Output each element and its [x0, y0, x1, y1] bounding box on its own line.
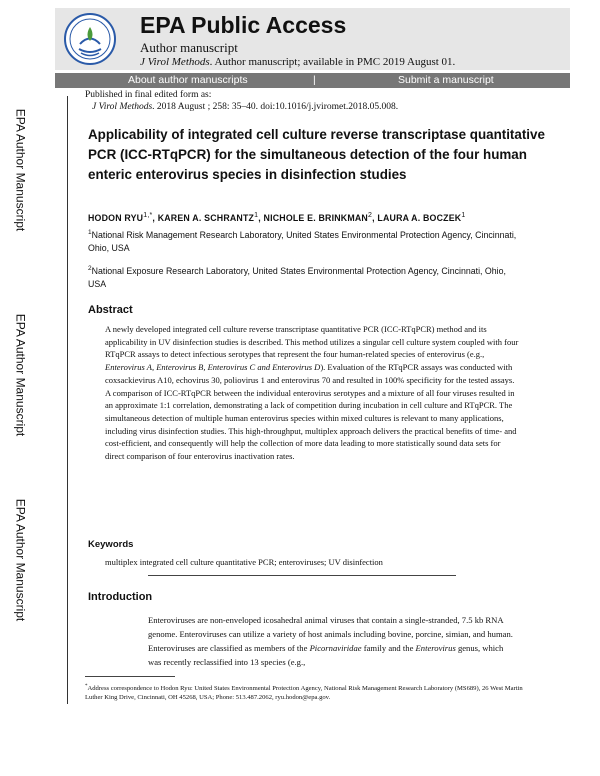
abstract-text: A newly developed integrated cell culture reverse transcriptase quantitative PCR (ICC-RTqPCR) method and its applicability in UV disinfection studies is described. This method utilizes a singular cell culture system coupled with four RTqPCR assays to detect infectious serotypes that represent the four human-related species of enterovirus (e.g.,	[105, 324, 519, 360]
side-label-bottom	[0, 490, 40, 630]
affiliation-sup: 1	[88, 229, 92, 236]
introduction-body	[148, 613, 518, 669]
introduction-heading: Introduction	[88, 591, 153, 603]
header-banner	[55, 8, 570, 70]
submit-manuscript-link[interactable]: Submit a manuscript	[398, 74, 494, 86]
published-journal: J Virol Methods	[92, 102, 153, 112]
published-citation-text: . 2018 August ; 258: 35–40. doi:10.1016/j.jviromet.2018.05.008.	[152, 102, 399, 112]
intro-genus: Enterovirus	[415, 643, 456, 653]
published-citation	[92, 102, 398, 112]
nav-bar	[55, 73, 570, 88]
author-sup: 2	[368, 212, 373, 219]
intro-text: Enteroviruses are non-enveloped icosahedral animal viruses that contain a single-stranded, 7.5 kb RNA genome. Enteroviruses can utilize a variety of host animals including bovine, porcine, simian, and human. Enteroviruses are classified as members of the	[148, 615, 513, 653]
author-name: KAREN A. SCHRANTZ	[157, 212, 255, 223]
nav-separator: |	[313, 74, 316, 86]
affiliation	[88, 262, 518, 291]
affiliation	[88, 226, 518, 255]
access-title: EPA Public Access	[140, 12, 347, 38]
abstract-text-cont: ). Evaluation of the RTqPCR assays was conducted with coxsackievirus A10, echovirus 30, poliovirus 1 and enterovirus 70 and resulted in 100% specificity for the tested assays. A comparison of ICC-RTqPCR between the individual enterovirus serotypes and a mixture of all four viruses resulted in an approximate 1:1 correlation, demonstrating a lack of competition during incubation in cell culture and RTqPCR. The simultaneous detection of multiple human enterovirus species within mixed cultures is relevant to many applications, including virus disinfection studies. This high-throughput, multiplex approach delivers the practical benefits of time- and cost-efficient, and consequently will help the collection of more data leading to more statistically sound data sets for direct comparison of four enterovirus inactivation rates.	[105, 362, 517, 462]
author-sup: 1	[254, 212, 259, 219]
header-citation-text: . Author manuscript; available in PMC 2019 August 01.	[209, 56, 456, 68]
intro-text-3: genus, which was recently reclassified into 13 species (e.g.,	[148, 643, 504, 667]
published-label: Published in final edited form as:	[85, 90, 212, 100]
affiliation-sup: 2	[88, 265, 92, 272]
footnote-sup: *	[85, 684, 88, 689]
intro-text-2: family and the	[361, 643, 416, 653]
footnote	[85, 682, 530, 702]
margin-rule	[67, 96, 68, 704]
intro-family: Picornaviridae	[309, 643, 362, 653]
affiliation-text: National Risk Management Research Laboratory, United States Environmental Protection Agency, Cincinnati, Ohio, USA	[88, 229, 517, 253]
about-author-manuscripts-link[interactable]: About author manuscripts	[128, 74, 248, 86]
footnote-divider	[85, 676, 175, 677]
author-name: HODON RYU	[88, 212, 144, 223]
abstract-heading: Abstract	[88, 304, 133, 316]
abstract-body	[105, 323, 520, 463]
author-list: HODON $RYU^{1,*}$, KAREN A. SCHRANTZ$^1$, NICHOLE E. BRINKMAN$^2$, LAURA A. BOCZEK$^1$	[88, 212, 466, 223]
footnote-text: Address correspondence to Hodon Ryu: United States Environmental Protection Agency, National Risk Management Research Laboratory (MS689), 26 West Martin Luther King Drive, Cincinnati, OH 45268, USA; Phone: 513.487.2062, ryu.hodon@epa.gov.	[85, 685, 523, 702]
keywords-heading: Keywords	[88, 539, 134, 550]
side-label-text: EPA Author Manuscript	[13, 498, 28, 622]
affiliation-text: National Exposure Research Laboratory, United States Environmental Protection Agency, Cincinnati, Ohio, USA	[88, 265, 506, 289]
side-label-text: EPA Author Manuscript	[13, 313, 28, 437]
abstract-species: Enterovirus A, Enterovirus B, Enterovirus C and Enterovirus D	[105, 362, 321, 373]
keywords-divider	[148, 575, 456, 576]
epa-logo-icon	[61, 11, 119, 67]
header-journal: J Virol Methods	[140, 56, 210, 68]
article-title: Applicability of integrated cell culture reverse transcriptase quantitative PCR (ICC-RTqPCR) for the simultaneous detection of the four human enteric enterovirus species in disinfection studies	[88, 127, 545, 182]
side-label-top	[0, 100, 40, 240]
header-citation	[140, 56, 455, 68]
author-sup: 1	[461, 212, 466, 219]
author-sup: 1,*	[143, 212, 153, 219]
keywords-list: multiplex integrated cell culture quantitative PCR; enteroviruses; UV disinfection	[105, 557, 383, 567]
manuscript-label: Author manuscript	[140, 40, 238, 55]
side-label-text: EPA Author Manuscript	[13, 108, 28, 232]
author-name: LAURA A. BOCZEK	[377, 212, 462, 223]
side-label-middle	[0, 305, 40, 445]
author-name: NICHOLE E. BRINKMAN	[263, 212, 368, 223]
